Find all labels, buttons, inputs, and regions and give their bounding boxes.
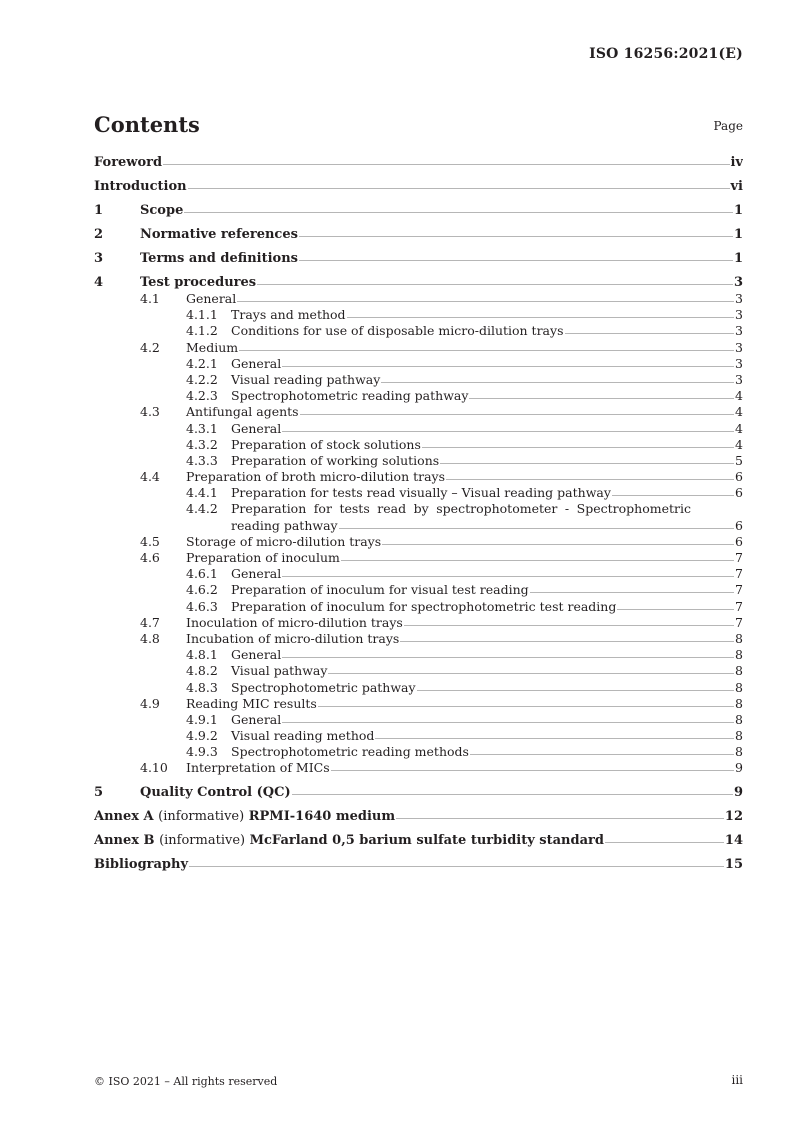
dot-leader	[469, 398, 734, 399]
dot-leader	[347, 317, 735, 318]
toc-page-number: 6	[735, 517, 743, 533]
toc-section-number: 4.10	[140, 760, 168, 776]
dot-leader	[382, 544, 734, 545]
dot-leader	[282, 722, 734, 723]
toc-entry-4-6[interactable]	[94, 550, 743, 566]
dot-leader	[318, 706, 734, 707]
toc-entry-4-6-1[interactable]	[94, 566, 743, 582]
toc-entry-title: Storage of micro-dilution trays	[186, 533, 382, 549]
toc-entry-title: Scope	[140, 203, 184, 218]
toc-page-number: 15	[724, 856, 743, 872]
toc-page-number: 8	[735, 647, 743, 663]
toc-page-number: 4	[735, 420, 743, 436]
toc-section-number: 1	[94, 203, 104, 218]
toc-page-number: 6	[735, 533, 743, 549]
toc-entry-title: Preparation of inoculum for visual test reading	[231, 582, 529, 598]
dot-leader	[282, 576, 734, 577]
toc-entry-title: Spectrophotometric pathway	[231, 679, 416, 695]
toc-entry-title: Preparation of working solutions	[231, 452, 440, 468]
toc-entry-4-4-2[interactable]	[94, 501, 743, 533]
toc-section-number: 4.9.3	[186, 744, 218, 760]
toc-entry-section-5[interactable]	[94, 785, 743, 801]
toc-page-number: 5	[735, 452, 743, 468]
toc-entry-title: Conditions for use of disposable micro-dilution trays	[231, 323, 564, 339]
dot-leader	[404, 625, 734, 626]
toc-entry-title: Terms and definitions	[140, 251, 298, 266]
dot-leader	[239, 350, 734, 351]
dot-leader	[257, 284, 733, 285]
toc-page-number: 8	[735, 663, 743, 679]
dot-leader	[328, 673, 734, 674]
toc-page-number: 1	[733, 251, 743, 266]
toc-page-number: 8	[735, 630, 743, 646]
toc-entry-title: Reading MIC results	[186, 695, 317, 711]
dot-leader	[396, 818, 724, 819]
toc-entry-4-10[interactable]	[94, 760, 743, 776]
toc-entry-4-3-2[interactable]	[94, 437, 743, 453]
toc-section-number: 4.8	[140, 630, 160, 646]
toc-entry-4-1-1[interactable]	[94, 307, 743, 323]
toc-entry-title: Visual reading pathway	[231, 371, 381, 387]
toc-section-number: 4.6.3	[186, 598, 218, 614]
dot-leader	[163, 164, 729, 165]
toc-entry-title: Foreword	[94, 155, 163, 170]
toc-entry-4-7[interactable]	[94, 615, 743, 631]
dot-leader	[381, 382, 734, 383]
toc-page-number: 14	[724, 832, 743, 848]
annex-label: Annex B	[94, 832, 155, 848]
toc-entry-4-3-1[interactable]	[94, 421, 743, 437]
toc-entry-title: Interpretation of MICs	[186, 760, 330, 776]
annex-text: McFarland 0,5 barium sulfate turbidity standard	[249, 832, 604, 848]
toc-entry-title: Preparation of stock solutions	[231, 436, 421, 452]
toc-entry-title: Preparation of inoculum for spectrophotometric test reading	[231, 598, 617, 614]
toc-section-number: 4.3.3	[186, 452, 218, 468]
dot-leader	[237, 301, 734, 302]
dot-leader	[184, 212, 733, 213]
toc-section-number: 4.3.2	[186, 436, 218, 452]
toc-section-number: 5	[94, 784, 104, 800]
toc-entry-4-5[interactable]	[94, 534, 743, 550]
dot-leader	[339, 528, 734, 529]
toc-entry-4-1[interactable]	[94, 291, 743, 307]
toc-page-number: 7	[735, 550, 743, 565]
toc-section-number: 2	[94, 227, 104, 242]
table-of-contents	[94, 155, 743, 873]
dot-leader	[292, 794, 733, 795]
toc-entry-title-line2: reading pathway	[231, 517, 338, 533]
dot-leader	[400, 641, 734, 642]
toc-entry-title: Medium	[186, 339, 239, 355]
toc-page-number: 9	[735, 760, 743, 776]
toc-entry-title: Introduction	[94, 179, 187, 194]
toc-page-number: iv	[730, 155, 743, 170]
toc-entry-4-9[interactable]	[94, 696, 743, 712]
toc-entry-4-3-3[interactable]	[94, 453, 743, 469]
toc-entry-title: Preparation for tests read visually – Visual reading pathway	[231, 485, 611, 501]
toc-entry-4-9-2[interactable]	[94, 728, 743, 744]
dot-leader	[565, 333, 735, 334]
page-column-label: Page	[713, 119, 743, 133]
toc-page-number: 3	[735, 291, 743, 306]
toc-page-number: 3	[733, 275, 743, 290]
toc-section-number: 4.2.1	[186, 355, 218, 371]
toc-section-number: 4.6	[140, 550, 160, 565]
toc-page-number: 7	[735, 614, 743, 630]
toc-section-number: 4.9.1	[186, 711, 218, 727]
toc-entry-4-9-1[interactable]	[94, 712, 743, 728]
toc-section-number: 4.3	[140, 404, 160, 420]
toc-entry-bibliography[interactable]	[94, 857, 743, 873]
toc-entry-section-3[interactable]	[94, 251, 743, 267]
toc-page-number: 3	[735, 307, 743, 323]
annex-label: Annex A	[94, 808, 154, 824]
toc-section-number: 4.3.1	[186, 420, 218, 436]
toc-entry-title: Visual reading method	[231, 728, 375, 744]
dot-leader	[417, 690, 734, 691]
toc-page-number: 4	[735, 404, 743, 420]
toc-page-number: 8	[735, 744, 743, 760]
toc-page-number: 7	[735, 582, 743, 598]
toc-entry-section-2[interactable]	[94, 227, 743, 243]
toc-entry-4-8-3[interactable]	[94, 680, 743, 696]
toc-entry-title: Preparation of broth micro-dilution trays	[186, 469, 446, 485]
toc-section-number: 4.1.1	[186, 307, 218, 323]
toc-entry-4-6-2[interactable]	[94, 582, 743, 598]
annex-qualifier: (informative)	[158, 808, 245, 824]
dot-leader	[446, 479, 734, 480]
toc-entry-annex-a[interactable]	[94, 809, 743, 825]
toc-entry-4-8-1[interactable]	[94, 647, 743, 663]
toc-entry-title: Quality Control (QC)	[140, 784, 291, 800]
toc-entry-4-4[interactable]	[94, 469, 743, 485]
toc-entry-title: General	[231, 566, 282, 582]
toc-entry-title: General	[231, 647, 282, 663]
toc-entry-title: General	[186, 291, 237, 306]
dot-leader	[299, 236, 733, 237]
toc-entry-title: Antifungal agents	[186, 404, 299, 420]
toc-entry-section-1[interactable]	[94, 203, 743, 219]
toc-entry-4-2-3[interactable]	[94, 388, 743, 404]
toc-entry-4-6-3[interactable]	[94, 599, 743, 615]
toc-entry-4-8-2[interactable]	[94, 663, 743, 679]
toc-entry-4-2-1[interactable]	[94, 356, 743, 372]
toc-entry-title: Bibliography	[94, 856, 189, 872]
toc-section-number: 4.2.3	[186, 388, 218, 404]
toc-entry-title: Spectrophotometric reading methods	[231, 744, 469, 760]
toc-page-number: 8	[735, 695, 743, 711]
toc-entry-4-8[interactable]	[94, 631, 743, 647]
toc-entry-4-4-1[interactable]	[94, 485, 743, 501]
dot-leader	[422, 447, 734, 448]
copyright-notice: © ISO 2021 – All rights reserved	[94, 1075, 278, 1088]
toc-page-number: 3	[735, 355, 743, 371]
dot-leader	[605, 842, 724, 843]
toc-section-number: 3	[94, 251, 104, 266]
toc-entry-title: Test procedures	[140, 275, 257, 290]
toc-section-number: 4.8.1	[186, 647, 218, 663]
toc-page-number: 8	[735, 679, 743, 695]
toc-entry-section-4[interactable]	[94, 275, 743, 291]
toc-entry-4-2[interactable]	[94, 340, 743, 356]
dot-leader	[282, 431, 734, 432]
dot-leader	[341, 560, 734, 561]
toc-section-number: 4.6.2	[186, 582, 218, 598]
toc-section-number: 4.2	[140, 339, 160, 355]
toc-annex-title	[94, 833, 604, 849]
dot-leader	[300, 414, 734, 415]
dot-leader	[331, 770, 734, 771]
toc-section-number: 4.8.3	[186, 679, 218, 695]
toc-page-number: 4	[735, 436, 743, 452]
page-title: Contents	[94, 112, 200, 137]
toc-entry-title: General	[231, 711, 282, 727]
toc-page-number: 3	[735, 339, 743, 355]
toc-page-number: 7	[735, 598, 743, 614]
toc-page-number: 1	[733, 227, 743, 242]
dot-leader	[612, 495, 734, 496]
toc-entry-title-line1: Preparation for tests read by spectrophotometer - Spectrophometric	[231, 501, 691, 517]
dot-leader	[530, 592, 734, 593]
toc-section-number: 4	[94, 275, 104, 290]
toc-entry-4-9-3[interactable]	[94, 744, 743, 760]
toc-entry-4-2-2[interactable]	[94, 372, 743, 388]
toc-page-number: 8	[735, 728, 743, 744]
toc-section-number: 4.4.1	[186, 485, 218, 501]
dot-leader	[440, 463, 734, 464]
toc-annex-title	[94, 809, 395, 825]
toc-entry-title: Inoculation of micro-dilution trays	[186, 614, 403, 630]
toc-entry-4-3[interactable]	[94, 404, 743, 420]
toc-section-number: 4.4.2	[186, 501, 218, 517]
toc-page-number: 3	[735, 371, 743, 387]
toc-entry-foreword[interactable]	[94, 155, 743, 171]
dot-leader	[282, 366, 734, 367]
dot-leader	[617, 609, 734, 610]
toc-entry-title: Incubation of micro-dilution trays	[186, 630, 400, 646]
toc-page-number: 9	[733, 784, 743, 800]
toc-entry-annex-b[interactable]	[94, 833, 743, 849]
toc-page-number: 12	[724, 808, 743, 824]
document-id: ISO 16256:2021(E)	[589, 46, 743, 62]
toc-page-number: 7	[735, 566, 743, 582]
page-number: iii	[731, 1073, 743, 1087]
annex-text: RPMI-1640 medium	[248, 808, 396, 824]
annex-qualifier: (informative)	[159, 832, 246, 848]
toc-page-number: 3	[735, 323, 743, 339]
toc-page-number: 4	[735, 388, 743, 404]
toc-page-number: 6	[735, 485, 743, 501]
dot-leader	[282, 657, 734, 658]
toc-entry-title: Trays and method	[231, 307, 346, 323]
dot-leader	[299, 260, 733, 261]
toc-page-number: 6	[735, 469, 743, 485]
toc-section-number: 4.7	[140, 614, 160, 630]
toc-entry-title: General	[231, 355, 282, 371]
toc-page-number: 8	[735, 711, 743, 727]
toc-section-number: 4.9.2	[186, 728, 218, 744]
toc-page-number: 1	[733, 203, 743, 218]
toc-section-number: 4.2.2	[186, 371, 218, 387]
toc-section-number: 4.6.1	[186, 566, 218, 582]
toc-entry-introduction[interactable]	[94, 179, 743, 195]
toc-section-number: 4.1.2	[186, 323, 218, 339]
toc-section-number: 4.9	[140, 695, 160, 711]
toc-entry-title: Visual pathway	[231, 663, 328, 679]
dot-leader	[375, 738, 734, 739]
toc-entry-4-1-2[interactable]	[94, 323, 743, 339]
toc-section-number: 4.5	[140, 533, 160, 549]
toc-section-number: 4.8.2	[186, 663, 218, 679]
toc-section-number: 4.1	[140, 291, 160, 306]
dot-leader	[470, 754, 734, 755]
toc-page-number: vi	[730, 179, 743, 194]
toc-entry-title: Preparation of inoculum	[186, 550, 340, 565]
toc-entry-title: Normative references	[140, 227, 298, 242]
dot-leader	[189, 866, 724, 867]
toc-section-number: 4.4	[140, 469, 160, 485]
dot-leader	[188, 188, 730, 189]
toc-entry-title: Spectrophotometric reading pathway	[231, 388, 469, 404]
toc-entry-title: General	[231, 420, 282, 436]
